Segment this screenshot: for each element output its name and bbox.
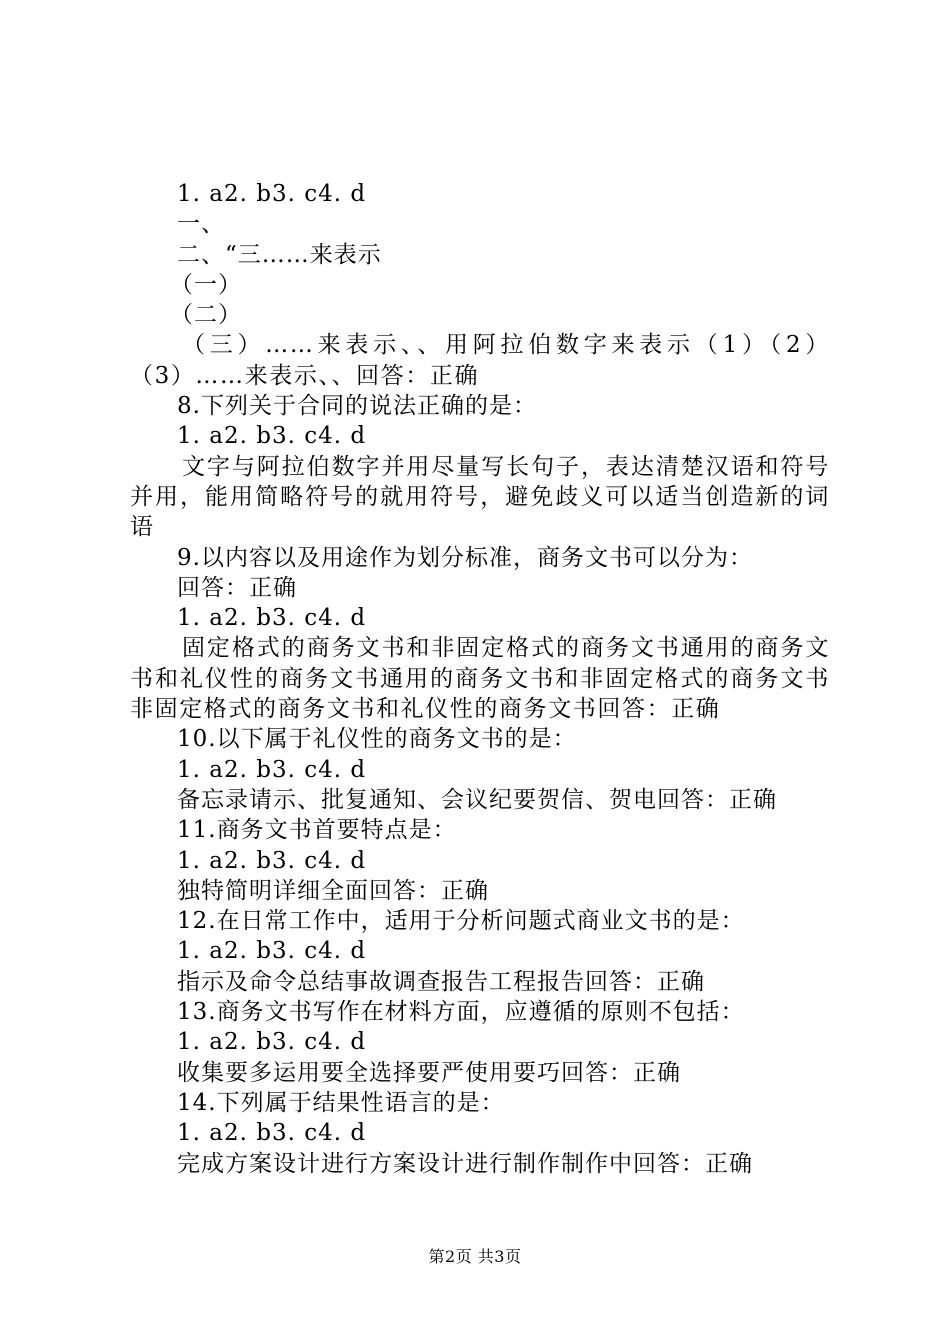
page-number-footer: 第2页 共3页 — [428, 1247, 522, 1266]
answer-13: 收集要多运用要全选择要严使用要巧回答：正确 — [177, 1059, 681, 1086]
question-13: 13.商务文书写作在材料方面，应遵循的原则不包括： — [177, 999, 745, 1026]
question-12: 12.在日常工作中，适用于分析问题式商业文书的是： — [177, 908, 745, 935]
question-8: 8.下列关于合同的说法正确的是： — [177, 393, 537, 420]
heading-line: 二、“三……来表示 — [177, 241, 382, 268]
answer-9: 固定格式的商务文书和非固定格式的商务文书通用的商务文书和礼仪性的商务文书通用的商务文书和非固定格式的商务文书非固定格式的商务文书和礼仪性的商务文书回答：正确 — [130, 635, 830, 723]
document-body — [130, 179, 830, 1179]
options-line: 1. a2. b3. c4. d — [177, 1120, 367, 1147]
question-11: 11.商务文书首要特点是： — [177, 817, 457, 844]
options-line: 1. a2. b3. c4. d — [177, 756, 367, 783]
heading-line: 一、 — [177, 211, 225, 238]
answer-11: 独特简明详细全面回答：正确 — [177, 877, 489, 904]
options-line: 1. a2. b3. c4. d — [177, 1029, 367, 1056]
options-line: 1. a2. b3. c4. d — [177, 847, 367, 874]
answer-10: 备忘录请示、批复通知、会议纪要贺信、贺电回答：正确 — [177, 786, 777, 813]
heading-line: （一） — [170, 271, 242, 298]
paragraph: （三）……来表示、、用阿拉伯数字来表示（1）（2）（3）……来表示、、回答：正确 — [130, 332, 830, 389]
question-9: 9.以内容以及用途作为划分标准，商务文书可以分为： — [177, 544, 753, 571]
question-14: 14.下列属于结果性语言的是： — [177, 1089, 505, 1116]
options-line: 1. a2. b3. c4. d — [177, 938, 367, 965]
answer-14: 完成方案设计进行方案设计进行制作制作中回答：正确 — [177, 1150, 753, 1177]
options-line: 1. a2. b3. c4. d — [177, 605, 367, 632]
answer-8: 文字与阿拉伯数字并用尽量写长句子，表达清楚汉语和符号并用，能用简略符号的就用符号，避免歧义可以适当创造新的词语 — [130, 453, 830, 541]
options-line: 1. a2. b3. c4. d — [177, 423, 367, 450]
question-10: 10.以下属于礼仪性的商务文书的是： — [177, 726, 577, 753]
answer-12: 指示及命令总结事故调查报告工程报告回答：正确 — [177, 968, 705, 995]
reply-line: 回答：正确 — [177, 574, 297, 601]
heading-line: （二） — [170, 302, 242, 329]
options-line: 1. a2. b3. c4. d — [177, 181, 367, 207]
